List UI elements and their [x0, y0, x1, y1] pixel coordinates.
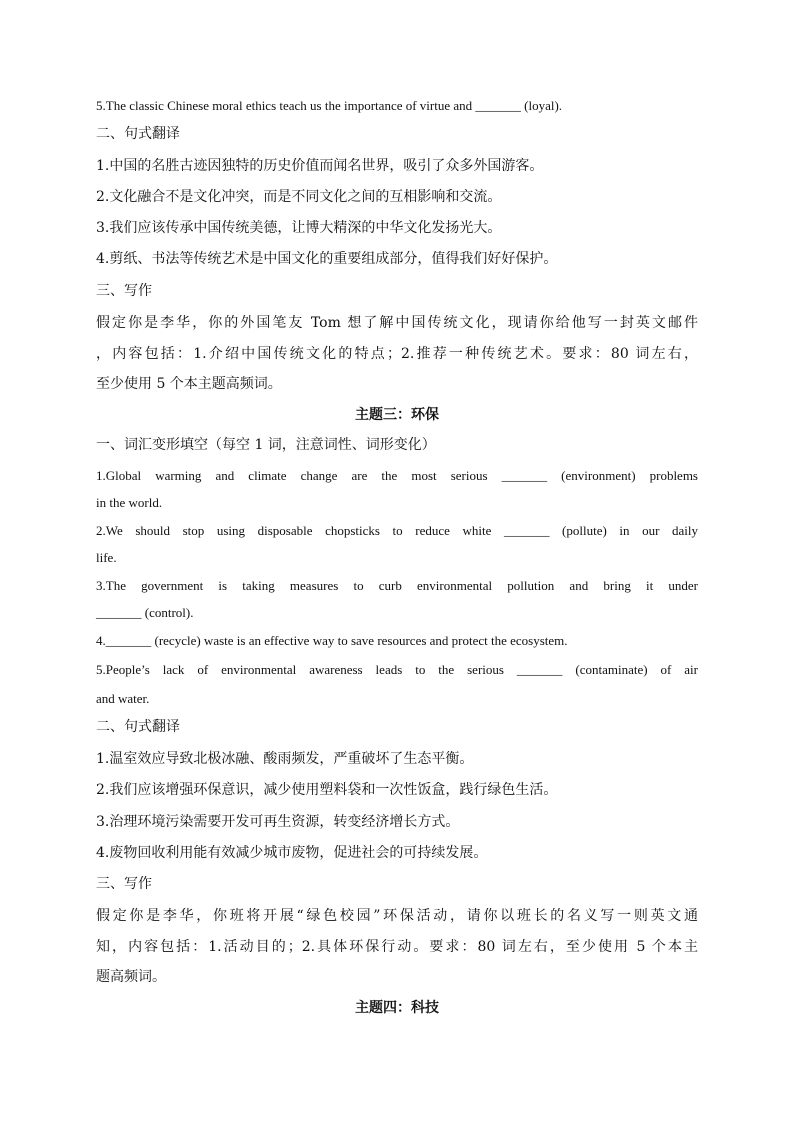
vocab-item-4: 4._______ (recycle) waste is an effective way to save resources and protect the ecosystem.: [96, 633, 568, 648]
section-heading-translation: 二、句式翻译: [96, 126, 180, 142]
theme-3-heading-writing: 三、写作: [96, 876, 152, 892]
vocab-item-2-line-1: 2.We should stop using disposable chopsticks to reduce white _______ (pollute) in our daily: [96, 523, 698, 538]
theme-3-writing-line-1: 假定你是李华，你班将开展“绿色校园”环保活动，请你以班长的名义写一则英文通: [96, 908, 698, 924]
vocab-item-1-line-2: in the world.: [96, 495, 163, 510]
vocab-item-1-line-1: 1.Global warming and climate change are the most serious _______ (environment) problems: [96, 468, 698, 483]
translation-item-3: 3.我们应该传承中国传统美德，让博大精深的中华文化发扬光大。: [96, 220, 502, 236]
theme-3-translation-1: 1.温室效应导致北极冰融、酸雨频发，严重破坏了生态平衡。: [96, 751, 474, 767]
theme-3-writing-line-2: 知，内容包括：1.活动目的；2.具体环保行动。要求：80 词左右，至少使用 5 个本主: [96, 939, 698, 955]
vocab-item-5-line-1: 5.People’s lack of environmental awareness leads to the serious _______ (contaminate) of air: [96, 662, 698, 677]
section-heading-vocabulary: 一、词汇变形填空（每空 1 词，注意词性、词形变化）: [96, 437, 436, 453]
translation-item-4: 4.剪纸、书法等传统艺术是中国文化的重要组成部分，值得我们好好保护。: [96, 251, 558, 267]
vocab-item-3-line-2: _______ (control).: [96, 605, 194, 620]
theme-4-title: 主题四：科技: [355, 1000, 439, 1016]
translation-item-1: 1.中国的名胜古迹因独特的历史价值而闻名世界，吸引了众多外国游客。: [96, 158, 544, 174]
vocab-item-3-line-1: 3.The government is taking measures to curb environmental pollution and bring it under: [96, 578, 698, 593]
vocab-item-5-line-2: and water.: [96, 691, 150, 706]
theme-3-heading-translation: 二、句式翻译: [96, 719, 180, 735]
vocab-item-2-line-2: life.: [96, 550, 117, 565]
section-heading-writing: 三、写作: [96, 283, 152, 299]
theme-3-translation-4: 4.废物回收利用能有效减少城市废物，促进社会的可持续发展。: [96, 845, 488, 861]
fill-blank-item-5: 5.The classic Chinese moral ethics teach us the importance of virtue and _______ (loyal).: [96, 98, 563, 113]
theme-3-writing-line-3: 题高频词。: [96, 969, 166, 985]
translation-item-2: 2.文化融合不是文化冲突，而是不同文化之间的互相影响和交流。: [96, 189, 502, 205]
theme-3-title: 主题三：环保: [355, 407, 439, 423]
writing-prompt-line-1: 假定你是李华，你的外国笔友 Tom 想了解中国传统文化，现请你给他写一封英文邮件: [96, 315, 698, 331]
writing-prompt-line-2: ，内容包括：1.介绍中国传统文化的特点；2.推荐一种传统艺术。要求：80 词左右，: [96, 346, 698, 362]
writing-prompt-line-3: 至少使用 5 个本主题高频词。: [96, 376, 282, 392]
theme-3-translation-3: 3.治理环境污染需要开发可再生资源，转变经济增长方式。: [96, 814, 460, 830]
theme-3-translation-2: 2.我们应该增强环保意识，减少使用塑料袋和一次性饭盒，践行绿色生活。: [96, 782, 558, 798]
